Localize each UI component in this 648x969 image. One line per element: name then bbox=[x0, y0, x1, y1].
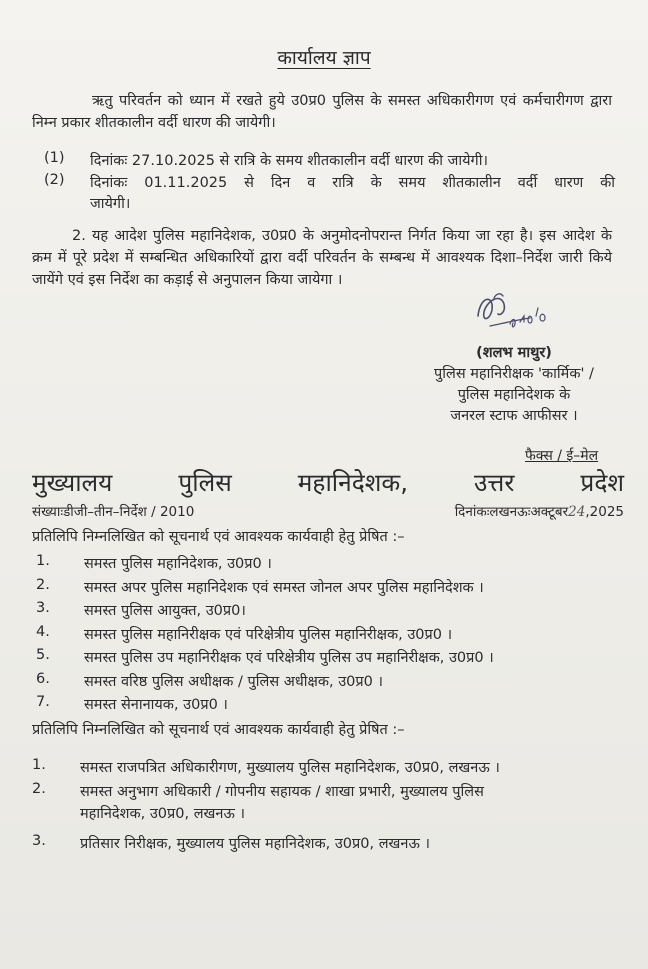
list-item bbox=[36, 647, 626, 671]
point-number: (2) bbox=[44, 172, 65, 188]
list-item-number: 1. bbox=[36, 553, 50, 569]
list-item-number: 1. bbox=[32, 757, 46, 773]
list-item-number: 3. bbox=[36, 600, 50, 616]
headquarters-heading bbox=[32, 466, 624, 499]
reference-row bbox=[32, 502, 624, 520]
list-item bbox=[36, 553, 626, 577]
heading-word: उत्तर bbox=[474, 468, 515, 497]
list-item-text: प्रतिसार निरीक्षक, मुख्यालय पुलिस महानिदेशक, उ0प्र0, लखनऊ । bbox=[80, 836, 430, 852]
list-item bbox=[32, 757, 632, 781]
list-item bbox=[36, 600, 626, 624]
list-item-text: समस्त अनुभाग अधिकारी / गोपनीय सहायक / शाखा प्रभारी, मुख्यालय पुलिस bbox=[80, 784, 484, 800]
fax-email-label: फैक्स / ई–मेल bbox=[525, 448, 599, 464]
list-item-number: 3. bbox=[32, 833, 46, 849]
copy-list-heading: प्रतिलिपि निम्नलिखित को सूचनार्थ एवं आवश्यक कार्यवाही हेतु प्रेषित :– bbox=[32, 529, 405, 545]
list-item-text: समस्त पुलिस आयुक्त, उ0प्र0। bbox=[84, 603, 246, 619]
point-text: दिनांकः 01.11.2025 से दिन व रात्रि के समय शीतकालीन वर्दी धारण की bbox=[90, 175, 615, 191]
handwritten-day: 24 bbox=[568, 504, 586, 520]
list-item-number: 2. bbox=[32, 781, 46, 797]
heading-word: पुलिस bbox=[178, 468, 232, 497]
copy-list bbox=[36, 553, 626, 718]
list-item bbox=[36, 694, 626, 718]
heading-word: मुख्यालय bbox=[32, 468, 113, 497]
point-number: (1) bbox=[44, 150, 65, 166]
reference-number: संख्याःडीजी–तीन–निर्देश / 2010 bbox=[32, 504, 195, 520]
list-item-text: समस्त पुलिस उप महानिरीक्षक एवं परिक्षेत्रीय पुलिस उप महानिरीक्षक, उ0प्र0 । bbox=[84, 650, 494, 666]
signatory-designation-line: जनरल स्टाफ आफीसर । bbox=[450, 408, 578, 424]
signatory-designation-line: पुलिस महानिदेशक के bbox=[457, 387, 571, 403]
list-item-number: 7. bbox=[36, 694, 50, 710]
signature-block bbox=[405, 343, 623, 427]
list-item-text: समस्त राजपत्रित अधिकारीगण, मुख्यालय पुलिस महानिदेशक, उ0प्र0, लखनऊ । bbox=[80, 760, 500, 776]
intro-paragraph: ऋतु परिवर्तन को ध्यान में रखते हुये उ0प्र0 पुलिस के समस्त अधिकारीगण एवं कर्मचारीगण द्वारा निम्न प्रकार शीतकालीन वर्दी धारण की जायेगी। bbox=[32, 93, 612, 131]
order-paragraph: 2. यह आदेश पुलिस महानिदेशक, उ0प्र0 के अनुमोदनोपरान्त निर्गत किया जा रहा है। इस आदेश के क्रम में पूरे प्रदेश में सम्बन्धित अधिकारियों द्वारा वर्दी परिवर्तन के सम्बन्ध में आवश्यक दिशा–निर्देश जारी किये जायेंगे एवं इस निर्देश का कड़ाई से अनुपालन किया जायेगा । bbox=[32, 228, 613, 288]
heading-word: महानिदेशक, bbox=[297, 468, 409, 497]
list-item-number: 5. bbox=[36, 647, 50, 663]
list-item-number: 6. bbox=[36, 670, 50, 687]
signature-image bbox=[470, 286, 560, 334]
list-item-text: समस्त पुलिस महानिरीक्षक एवं परिक्षेत्रीय पुलिस महानिरीक्षक, उ0प्र0 । bbox=[84, 626, 453, 643]
list-item bbox=[32, 781, 632, 803]
point-text: दिनांकः 27.10.2025 से रात्रि के समय शीतकालीन वर्दी धारण की जायेगी। bbox=[90, 153, 488, 169]
list-item-number: 2. bbox=[36, 576, 50, 593]
signatory-name: (शलभ माथुर) bbox=[476, 345, 552, 361]
list-item bbox=[36, 671, 626, 695]
document-title: कार्यालय ज्ञाप bbox=[277, 47, 371, 69]
list-item bbox=[32, 833, 632, 857]
list-item bbox=[36, 577, 626, 601]
list-item-continued bbox=[32, 803, 632, 833]
list-item-text: समस्त सेनानायक, उ0प्र0 । bbox=[84, 697, 228, 713]
list-item-number: 4. bbox=[36, 623, 50, 640]
list-item-text: समस्त पुलिस महानिदेशक, उ0प्र0 । bbox=[84, 556, 272, 572]
list-item bbox=[36, 624, 626, 648]
copy-list bbox=[32, 757, 632, 857]
reference-date: दिनांकःलखनऊःअक्टूबर24,2025 bbox=[454, 504, 624, 520]
list-item-text: समस्त वरिष्ठ पुलिस अधीक्षक / पुलिस अधीक्षक, उ0प्र0 । bbox=[84, 673, 383, 690]
copy-list-heading: प्रतिलिपि निम्नलिखित को सूचनार्थ एवं आवश्यक कार्यवाही हेतु प्रेषित :– bbox=[32, 722, 405, 738]
list-item-text: समस्त अपर पुलिस महानिदेशक एवं समस्त जोनल अपर पुलिस महानिदेशक । bbox=[84, 579, 484, 596]
signatory-designation-line: पुलिस महानिरीक्षक 'कार्मिक' / bbox=[434, 366, 594, 382]
point-text-continued: जायेगी। bbox=[90, 196, 131, 212]
heading-word: प्रदेश bbox=[580, 468, 624, 497]
list-item-text-continued: महानिदेशक, उ0प्र0, लखनऊ । bbox=[80, 806, 245, 822]
